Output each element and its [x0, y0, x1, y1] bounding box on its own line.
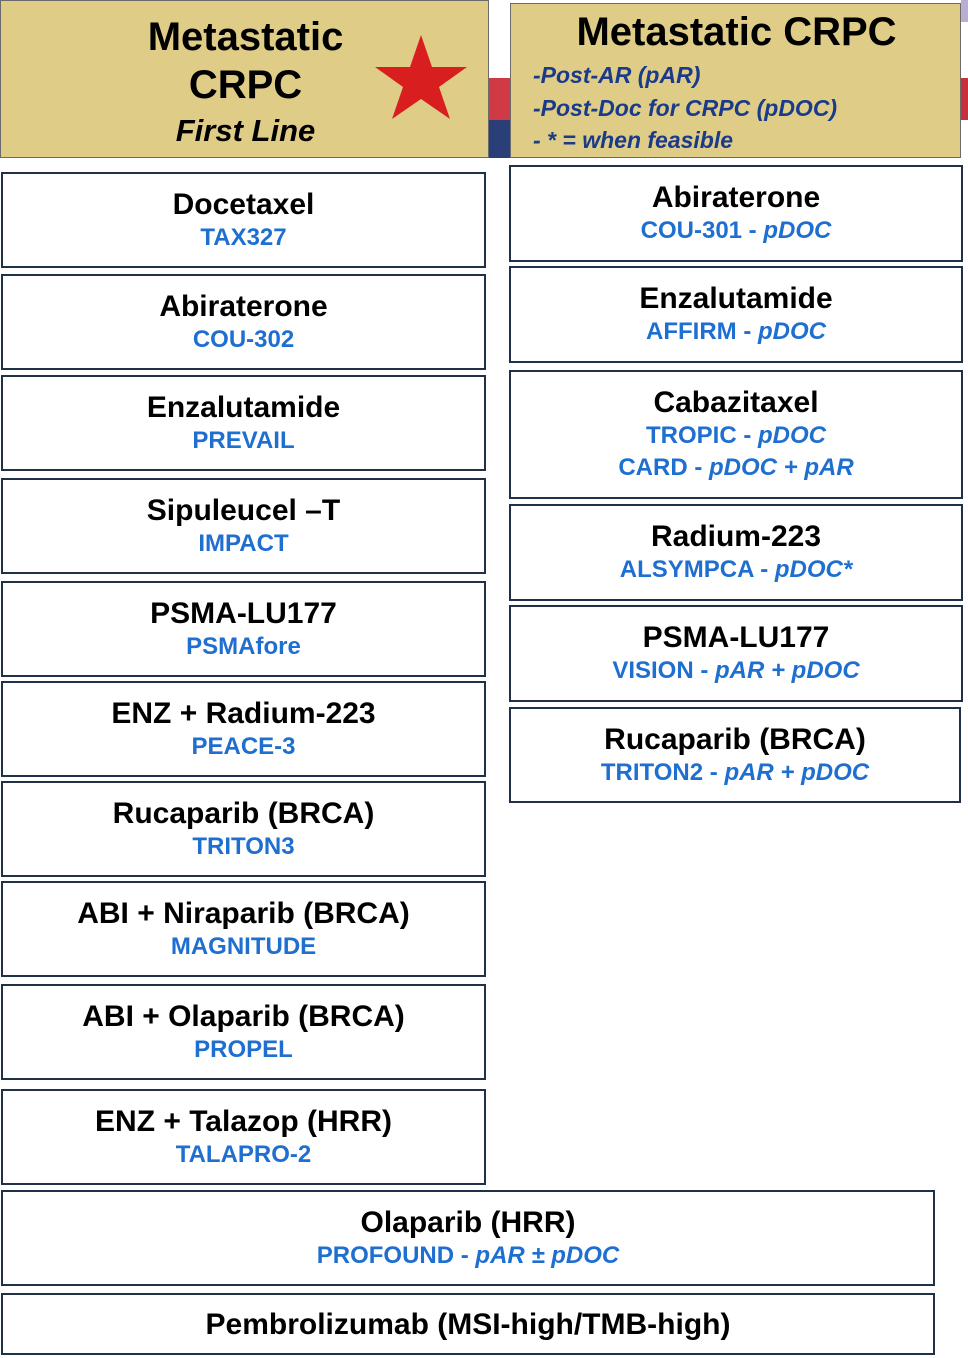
header-first-line: Metastatic CRPC First Line	[0, 0, 489, 158]
therapy-box	[509, 707, 961, 803]
therapy-box	[1, 681, 486, 777]
header-later-line-title: Metastatic CRPC	[576, 10, 897, 54]
trial-name: TROPIC - pDOC	[646, 422, 826, 449]
therapy-box	[1, 1089, 486, 1185]
trial-name: ALSYMPCA - pDOC*	[619, 556, 853, 583]
therapy-box	[509, 266, 963, 363]
background-flag-strip	[488, 0, 510, 158]
therapy-box	[509, 165, 963, 262]
trial-name: VISION - pAR + pDOC	[612, 657, 860, 684]
drug-name: Rucaparib (BRCA)	[604, 722, 866, 756]
header-later-line	[510, 3, 961, 158]
trial-name: TALAPRO-2	[175, 1140, 312, 1168]
therapy-box	[509, 605, 963, 702]
therapy-box	[1, 984, 486, 1080]
header-first-line-title: Metastatic	[147, 15, 344, 59]
therapy-box	[1, 274, 486, 370]
therapy-box	[509, 504, 963, 601]
drug-name: Rucaparib (BRCA)	[112, 796, 375, 830]
therapy-box	[1, 581, 486, 677]
trial-name: COU-301 - pDOC	[640, 217, 832, 244]
drug-name: Enzalutamide	[639, 282, 833, 315]
trial-name: TRITON3	[192, 832, 295, 860]
therapy-box	[1, 478, 486, 574]
therapy-box	[1, 1190, 935, 1286]
trial-name: IMPACT	[198, 529, 289, 557]
trial-name: PSMAfore	[186, 632, 301, 660]
trial-name: MAGNITUDE	[170, 932, 317, 960]
therapy-box	[1, 881, 486, 977]
header-note: -Post-AR (pAR)	[533, 62, 701, 88]
header-first-line-subtitle: First Line	[175, 113, 316, 148]
drug-name: Enzalutamide	[146, 390, 341, 424]
therapy-box	[1, 781, 486, 877]
trial-name: COU-302	[192, 325, 295, 353]
trial-name: TAX327	[200, 223, 287, 251]
trial-name: PEACE-3	[191, 732, 296, 760]
trial-name: PREVAIL	[192, 426, 295, 454]
drug-name: ENZ + Radium-223	[111, 696, 376, 730]
drug-name: ENZ + Talazop (HRR)	[95, 1104, 392, 1138]
therapy-box	[509, 370, 963, 499]
drug-name: Pembrolizumab (MSI-high/TMB-high)	[205, 1307, 731, 1341]
drug-name: PSMA-LU177	[642, 621, 830, 654]
therapy-box	[1, 172, 486, 268]
drug-name: Abiraterone	[159, 289, 328, 323]
drug-name: Radium-223	[650, 520, 822, 553]
drug-name: Abiraterone	[651, 181, 821, 214]
header-note: - * = when feasible	[533, 127, 734, 153]
therapy-box	[1, 1293, 935, 1355]
trial-name: AFFIRM - pDOC	[646, 318, 826, 345]
drug-name: Olaparib (HRR)	[360, 1205, 576, 1239]
drug-name: PSMA-LU177	[150, 596, 337, 630]
drug-name: Docetaxel	[172, 187, 315, 221]
trial-name: PROFOUND - pAR ± pDOC	[316, 1241, 620, 1269]
trial-name: TRITON2 - pAR + pDOC	[600, 758, 870, 786]
drug-name: ABI + Niraparib (BRCA)	[77, 896, 410, 930]
header-note: -Post-Doc for CRPC (pDOC)	[533, 95, 838, 121]
trial-name: CARD - pDOC + pAR	[618, 454, 854, 481]
red-star-icon	[373, 33, 469, 121]
therapy-box	[1, 375, 486, 471]
background-flag-edge	[961, 0, 968, 22]
trial-name: PROPEL	[194, 1035, 293, 1063]
drug-name: Cabazitaxel	[653, 386, 819, 419]
drug-name: ABI + Olaparib (BRCA)	[82, 999, 405, 1033]
drug-name: Sipuleucel –T	[146, 493, 341, 527]
